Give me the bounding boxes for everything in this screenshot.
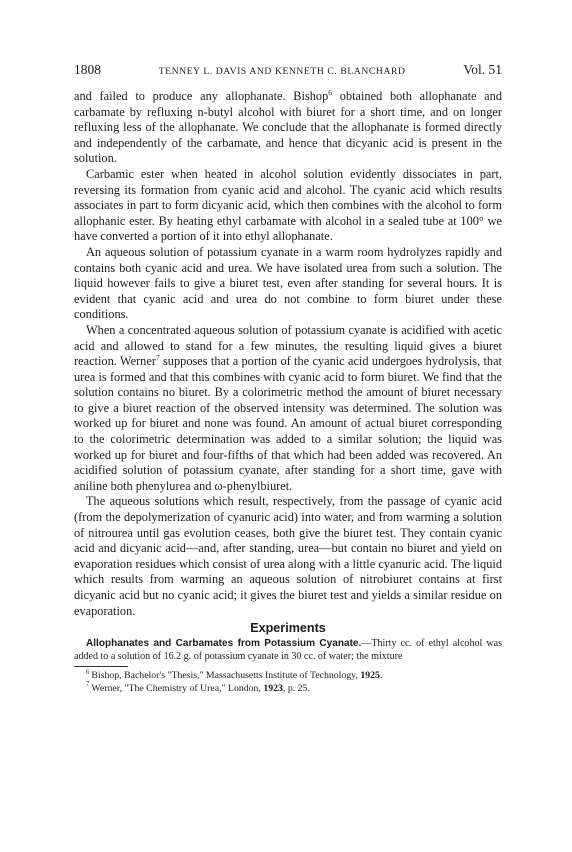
article-body: [74, 89, 502, 619]
page-header: [74, 62, 502, 78]
paragraph-1: and failed to produce any allophanate. Bishop$^6$ obtained both allophanate and carbamate by refluxing n-butyl alcohol with biuret for a short time, and on longer refluxing less of the allophanate. We conclude that the allophanate is formed directly and independently of the carbamate, and hence that dicyanic acid is present in the solution.: [74, 87, 503, 166]
experiment-paragraph: Allophanates and Carbamates from Potassium Cyanate.—Thirty cc. of ethyl alcohol was added to a solution of 16.2 g. of potassium cyanate in 30 cc. of water; the mixture: [74, 638, 502, 663]
volume-label: Vol. 51: [463, 62, 502, 77]
footnote-divider: [74, 666, 128, 667]
section-heading: Experiments: [250, 621, 326, 636]
paragraph-5: The aqueous solutions which result, respectively, from the passage of cyanic acid (from the depolymerization of cyanuric acid) into water, and from warming a solution of nitrourea until gas evolution ceases, both give the biuret test. They contain cyanic acid and dicyanic acid—and, after standing, urea—but contain no biuret and yield on evaporation residues which consist of urea along with a little cyanuric acid. The liquid which results from warming an aqueous solution of nitrobiuret contains at first dicyanic acid but no cyanic acid; it gives the biuret test and yields a similar residue on evaporation.: [74, 494, 502, 618]
paragraph-2: Carbamic ester when heated in alcohol solution evidently dissociates in part, reversing its formation from cyanic acid and alcohol. The cyanic acid which results associates in part to form dicyanic acid, which then combines with the alcohol to form allophanic ester. By heating ethyl carbamate with alcohol in a sealed tube at 100° we have converted a portion of it into ethyl allophanate.: [74, 166, 502, 244]
footnote-ref-7: 7: [155, 352, 160, 362]
footnote-ref-6: 6: [328, 87, 333, 97]
page-number: 1808: [74, 62, 101, 77]
journal-page: [74, 62, 502, 695]
footnote-7: $^7$ Werner, "The Chemistry of Urea," London, 1923, p. 25.: [86, 681, 310, 694]
running-head: TENNEY L. DAVIS AND KENNETH C. BLANCHARD: [158, 66, 406, 77]
footnote-6: $^6$ Bishop, Bachelor's "Thesis," Massachusetts Institute of Technology, 1925.: [86, 668, 383, 682]
paragraph-4: When a concentrated aqueous solution of potassium cyanate is acidified with acetic acid and allowed to stand for a few minutes, the resulting liquid gives a biuret reaction. Werner$^7$ supposes that a portion of the cyanic acid undergoes hydrolysis, that urea is formed and that this combines with cyanic acid to form biuret. We find that the solution contains no biuret. By a colorimetric method the amount of biuret necessary to give a biuret reaction of the observed intensity was determined. The solution was worked up for biuret and none was found. An amount of actual biuret corresponding to the colorimetric determination was added to a similar solution; the liquid was worked up for biuret and four-fifths of that which had been added was recovered. An acidified solution of potassium cyanate, after standing for a short time, gave with aniline both phenylurea and ω-phenylbiuret.: [74, 322, 502, 493]
runin-heading: Allophanates and Carbamates from Potassium Cyanate.: [86, 638, 362, 650]
paragraph-3: An aqueous solution of potassium cyanate in a warm room hydrolyzes rapidly and contains both cyanic acid and urea. We have isolated urea from such a solution. The liquid however fails to give a biuret test, even after standing for several hours. It is evident that cyanic acid and urea do not combine to form biuret under these conditions.: [74, 244, 502, 322]
